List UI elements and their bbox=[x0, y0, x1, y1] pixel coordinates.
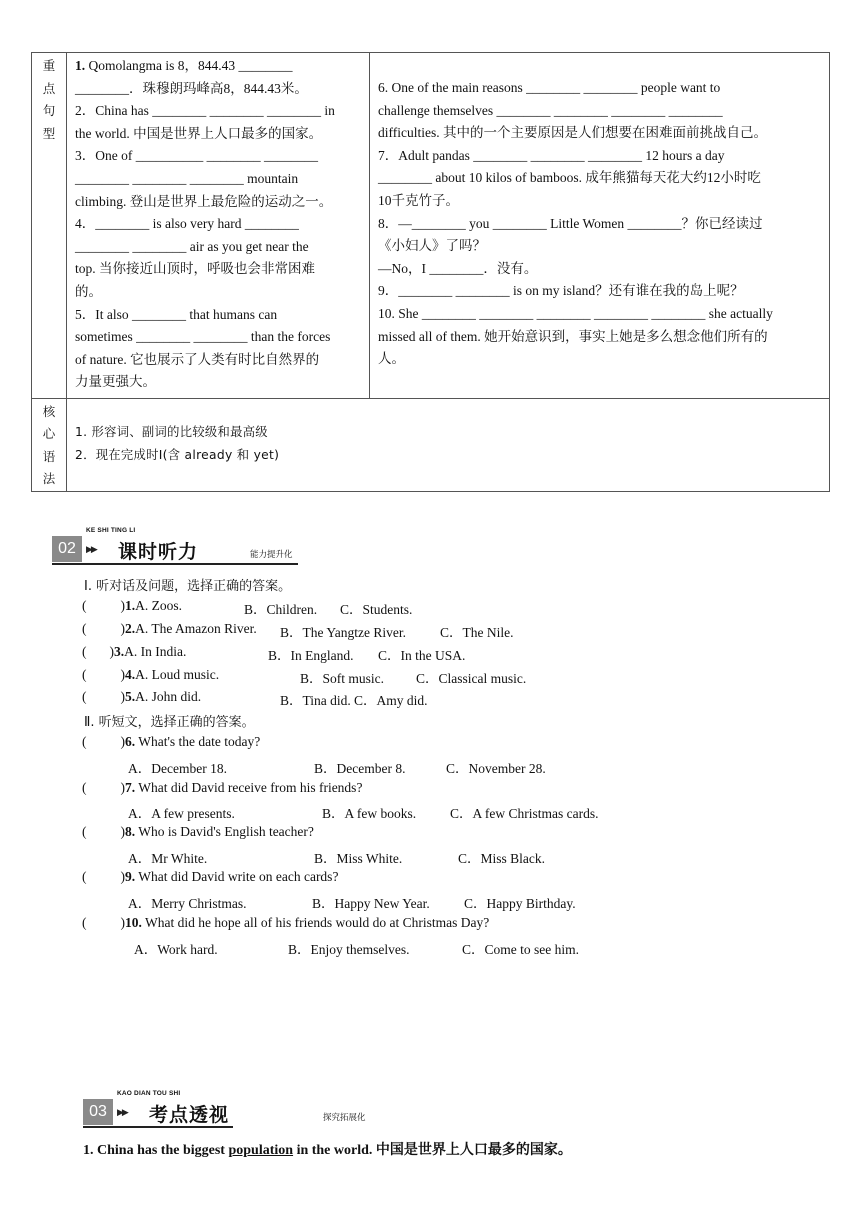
part-1-heading: Ⅰ. 听对话及问题，选择正确的答案。 bbox=[84, 579, 292, 594]
sentence-line: 3．One of __________ ________ ________ bbox=[75, 148, 318, 164]
question-2: ( )2.A. The Amazon River. B．The Yangtze River. C．The Nile. bbox=[82, 621, 514, 640]
question-9-options: A．Merry Christmas. B．Happy New Year. C．Happy Birthday. bbox=[128, 896, 576, 911]
section-rule bbox=[52, 563, 298, 565]
sentence-line: missed all of them. 她开始意识到，事实上她是多么想念他们所有的 bbox=[378, 328, 768, 344]
sentence-line: ________ ________ ________ mountain bbox=[75, 170, 299, 186]
grammar-item: 2．现在完成时Ⅰ(含 already 和 yet) bbox=[75, 447, 280, 462]
sentence-line: 1. Qomolangma is 8，844.43 ________ bbox=[75, 58, 293, 73]
question-3: ( )3.A. In India. B．In England. C．In the USA. bbox=[82, 644, 466, 663]
section-rule bbox=[83, 1126, 233, 1128]
sentence-line: 9．________ ________ is on my island？还有谁在我的岛上呢？ bbox=[378, 283, 744, 299]
part-2-heading: Ⅱ. 听短文，选择正确的答案。 bbox=[84, 715, 255, 730]
sentence-line: of nature. 它也展示了人类有时比自然界的 bbox=[75, 351, 320, 367]
sentence-line: 的。 bbox=[75, 283, 102, 299]
sentence-line: 4．________ is also very hard ________ bbox=[75, 216, 299, 232]
question-9: ( )9. What did David write on each cards? bbox=[82, 869, 339, 884]
sentence-line: difficulties. 其中的一个主要原因是人们想要在困难面前挑战自己。 bbox=[378, 125, 767, 141]
sentence-line: top. 当你接近山顶时，呼吸也会非常困难 bbox=[75, 261, 316, 277]
section-subtitle: 能力提升化 bbox=[250, 550, 293, 560]
sentence-line: the world. 中国是世界上人口最多的国家。 bbox=[75, 125, 323, 141]
question-6: ( )6. What's the date today? bbox=[82, 734, 261, 749]
sentence-line: 2．China has ________ ________ ________ in bbox=[75, 103, 335, 119]
section-title: 考点透视 bbox=[149, 1104, 230, 1126]
question-8: ( )8. Who is David's English teacher? bbox=[82, 824, 314, 839]
sentence-line: 力量更强大。 bbox=[75, 374, 156, 390]
sentence-line: challenge themselves ________ ________ ________ ________ bbox=[378, 102, 723, 118]
section-subtitle: 探究拓展化 bbox=[323, 1113, 366, 1123]
question-8-options: A．Mr White. B．Miss White. C．Miss Black. bbox=[128, 851, 546, 866]
question-10-options: A．Work hard. B．Enjoy themselves. C．Come to see him. bbox=[134, 942, 579, 957]
sentence-line: ________．珠穆朗玛峰高8，844.43米。 bbox=[75, 80, 308, 96]
section-02-header bbox=[52, 527, 352, 564]
left-sentences-cell bbox=[67, 53, 370, 399]
question-5: ( )5.A. John did. B．Tina did. C．Amy did. bbox=[82, 689, 428, 708]
sentence-line: 10千克竹子。 bbox=[378, 192, 459, 208]
sentence-line: ________ ________ air as you get near the bbox=[75, 238, 309, 254]
question-1: ( )1.A. Zoos. B．Children. C．Students. bbox=[82, 598, 413, 617]
question-10: ( )10. What did he hope all of his friends would do at Christmas Day? bbox=[82, 915, 490, 930]
sentence-line: climbing. 登山是世界上最危险的运动之一。 bbox=[75, 193, 333, 209]
sentence-line: 《小妇人》了吗？ bbox=[378, 238, 486, 254]
question-7: ( )7. What did David receive from his friends? bbox=[82, 780, 363, 795]
section-03-header bbox=[83, 1090, 403, 1127]
sentence-line: 6. One of the main reasons ________ ________ people want to bbox=[378, 80, 721, 95]
row-label-core-grammar: 核 心 语 法 bbox=[32, 398, 67, 491]
section-number: 02 bbox=[52, 536, 82, 562]
sentence-line: 7．Adult pandas ________ ________ ________ 12 hours a day bbox=[378, 147, 725, 163]
right-sentences-cell bbox=[370, 53, 830, 399]
key-word: population bbox=[228, 1143, 294, 1158]
sentence-line: 8．—________ you ________ Little Women ________？你已经读过 bbox=[378, 215, 763, 231]
double-arrow-icon: ▶▶ bbox=[117, 1107, 127, 1117]
question-4: ( )4.A. Loud music. B．Soft music. C．Classical music. bbox=[82, 667, 527, 686]
section-number: 03 bbox=[83, 1099, 113, 1125]
double-arrow-icon: ▶▶ bbox=[86, 544, 96, 554]
grammar-item: 1. 形容词、副词的比较级和最高级 bbox=[75, 424, 268, 439]
sentence-line: 人。 bbox=[378, 351, 405, 367]
section-pinyin: KE SHI TING LI bbox=[86, 527, 136, 534]
question-6-options: A．December 18. B．December 8. C．November 28. bbox=[128, 761, 546, 776]
section-pinyin: KAO DIAN TOU SHI bbox=[117, 1090, 181, 1097]
key-sentences-table bbox=[31, 52, 830, 492]
core-grammar-cell bbox=[67, 398, 830, 491]
row-label-key-sentences: 重 点 句 型 bbox=[32, 53, 67, 399]
question-7-options: A．A few presents. B．A few books. C．A few Christmas cards. bbox=[128, 806, 599, 821]
section-title: 课时听力 bbox=[118, 541, 199, 563]
sentence-line: ________ about 10 kilos of bamboos. 成年熊猫每天花大约12小时吃 bbox=[378, 170, 761, 186]
sentence-line: 5．It also ________ that humans can bbox=[75, 306, 278, 322]
sentence-line: sometimes ________ ________ than the forces bbox=[75, 329, 331, 345]
sentence-line: 10. She ________ ________ ________ ________ ________ she actually bbox=[378, 305, 773, 321]
key-point-1: 1. China has the biggest population in the world. 中国是世界上人口最多的国家。 bbox=[83, 1143, 572, 1158]
sentence-line: —No，I ________．没有。 bbox=[378, 260, 538, 276]
